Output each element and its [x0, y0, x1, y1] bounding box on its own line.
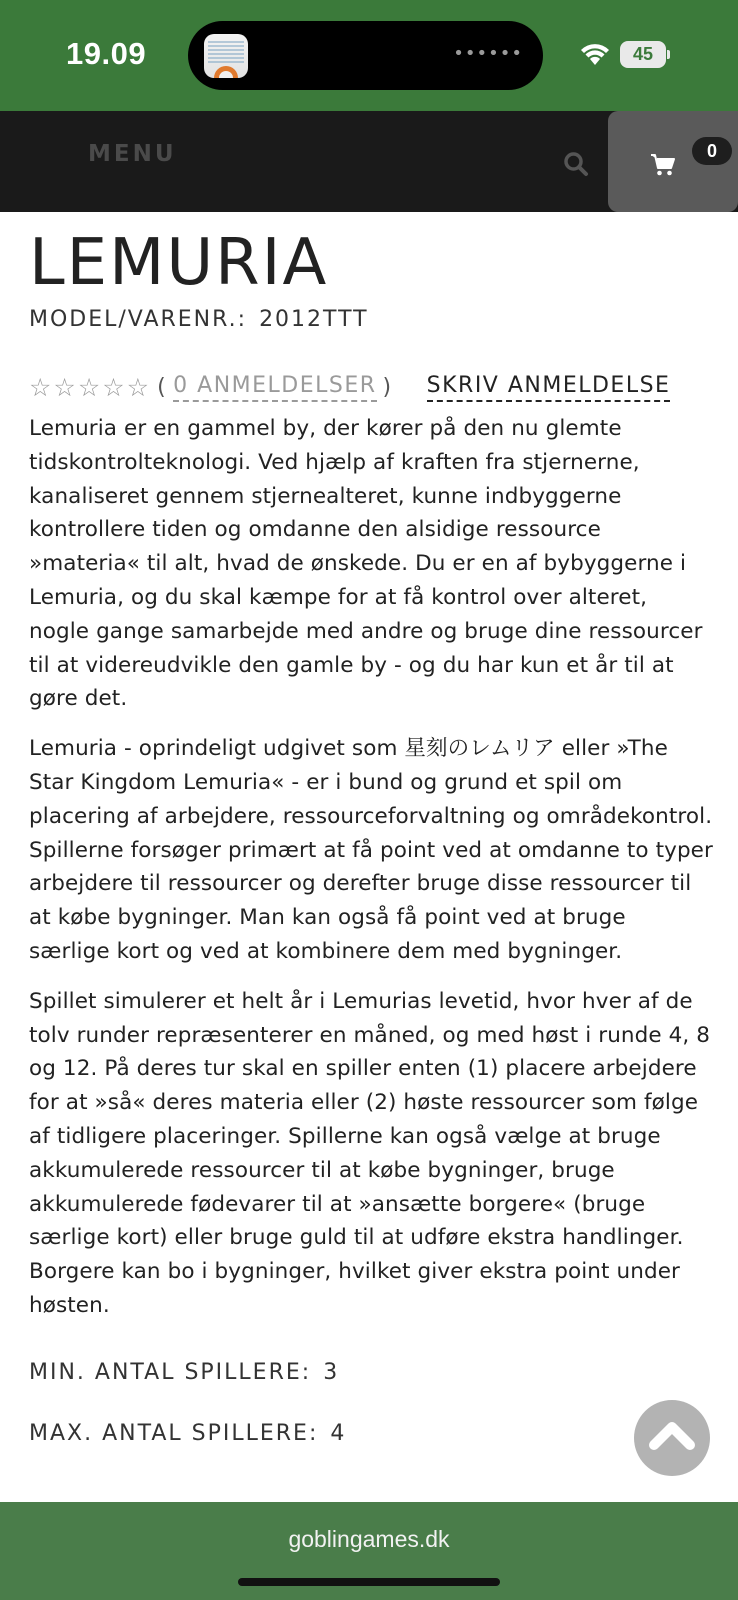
product-description [29, 412, 713, 1323]
wifi-icon [579, 42, 611, 66]
battery-level: 45 [632, 44, 654, 64]
browser-url-bar[interactable] [0, 1502, 738, 1600]
write-review-link[interactable]: SKRIV ANMELDELSE [427, 373, 671, 402]
rating-row [29, 370, 713, 404]
search-icon[interactable] [563, 151, 589, 177]
product-content [29, 212, 713, 1450]
model-label: MODEL/VARENR.: [29, 307, 248, 332]
spec-min-players [29, 1357, 713, 1389]
paren-open: ( [157, 374, 168, 400]
battery-icon [620, 41, 670, 68]
spec-label: MIN. ANTAL SPILLERE: [29, 1359, 312, 1385]
product-title: LEMURIA [29, 226, 329, 300]
url-text[interactable]: goblingames.dk [288, 1526, 450, 1552]
battery-tip [667, 50, 670, 59]
model-value: 2012TTT [259, 307, 369, 332]
description-paragraph: Lemuria er en gammel by, der kører på den nu glemte tidskontrolteknologi. Ved hjælp af kraften fra stjernerne, kanaliseret gennem stjernealteret, kunne indbyggerne kontrollere tiden og omdanne den alsidige ressource »materia« til alt, hvad de ønskede. Du er en af bybyggerne i Lemuria, og du skal kæmpe for at få kontrol over alteret, nogle gange samarbejde med andre og bruge dine ressourcer til at videreudvikle den gamle by - og du har kun et år til at gøre det. [29, 416, 703, 712]
model-row [29, 304, 713, 336]
app-icon[interactable] [204, 34, 248, 78]
dynamic-island[interactable] [188, 21, 543, 90]
menu-button[interactable]: MENU [88, 141, 177, 167]
cart-count-badge: 0 [692, 137, 732, 165]
island-indicator: •••••• [453, 43, 523, 64]
description-paragraph: Spillet simulerer et helt år i Lemurias levetid, hvor hver af de tolv runder repræsenterer en måned, og med høst i runde 4, 8 og 12. På deres tur skal en spiller enten (1) placere arbejdere for at »så« deres materia eller (2) høste ressourcer som følge af tidligere placeringer. Spillerne kan også vælge at bruge akkumulerede ressourcer til at købe bygninger, bruge akkumulerede fødevarer til at »ansætte borgere« (bruge særlige kort) eller bruge guld til at udføre ekstra handlinger. Borgere kan bo i bygninger, hvilket giver ekstra point under høsten. [29, 988, 711, 1318]
cart-button[interactable] [608, 111, 738, 212]
nav-bar [0, 111, 738, 212]
chevron-up-icon [634, 1400, 710, 1476]
description-paragraph: Lemuria - oprindeligt udgivet som 星刻のレムリア eller »The Star Kingdom Lemuria« - er i bund og grund et spil om placering af arbejdere, ressourceforvaltning og områdekontrol. Spillerne forsøger primært at få point ved at omdanne to typer arbejdere til ressourcer og derefter bruge disse ressourcer til at købe bygninger. Man kan også få point ved at bruge særlige kort og ved at kombinere dem med bygninger. [29, 736, 713, 964]
status-bar [0, 0, 738, 111]
spec-label: MAX. ANTAL SPILLERE: [29, 1420, 319, 1446]
spec-max-players [29, 1418, 713, 1450]
spec-value: 3 [323, 1359, 340, 1385]
cart-icon [650, 153, 676, 177]
spec-value: 4 [330, 1420, 347, 1446]
rating-stars-icon: ☆☆☆☆☆ [29, 372, 152, 402]
home-indicator[interactable] [238, 1578, 500, 1586]
paren-close: ) [382, 374, 393, 400]
back-to-top-button[interactable] [634, 1400, 710, 1476]
status-time: 19.09 [66, 36, 147, 71]
reviews-link[interactable]: 0 ANMELDELSER [173, 373, 376, 402]
